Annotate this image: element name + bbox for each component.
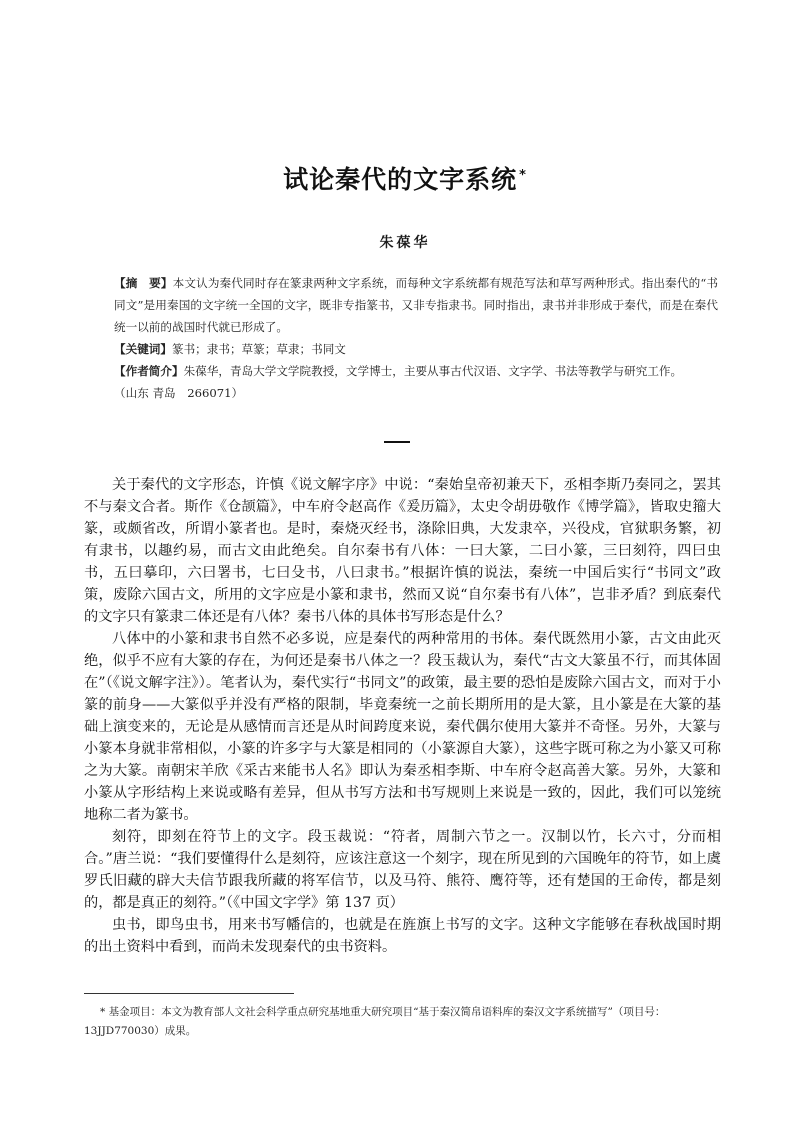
author-info: [114, 360, 718, 382]
keywords: [114, 338, 718, 360]
article-title-text: 试论秦代的文字系统: [283, 165, 518, 194]
abstract-label: 【摘 要】: [114, 276, 173, 290]
abstract: [114, 272, 718, 338]
footnote: [84, 1003, 721, 1041]
keywords-text: 篆书；隶书；草篆；草隶；书同文: [171, 342, 346, 356]
footnote-text: * 基金项目：本文为教育部人文社会科学重点研究基地重大研究项目“基于秦汉简帛语料库的秦汉文字系统描写”（项目号：13JJD770030）成果。: [84, 1006, 666, 1037]
author-info-label: 【作者简介】: [114, 364, 184, 378]
body-paragraph-1: 关于秦代的文字形态，许慎《说文解字序》中说：“秦始皇帝初兼天下，丞相李斯乃奏同之，罢其不与秦文合者。斯作《仓颉篇》，中车府令赵高作《爰历篇》，太史令胡毋敬作《博学篇》，皆取史籀大篆，或颇省改，所谓小篆者也。是时，秦烧灭经书，涤除旧典，大发隶卒，兴役戍，官狱职务繁，初有隶书，以趣约易，而古文由此绝矣。自尔秦书有八体：一曰大篆，二曰小篆，三曰刻符，四曰虫书，五曰摹印，六曰署书，七曰殳书，八曰隶书。”根据许慎的说法，秦统一中国后实行“书同文”政策，废除六国古文，所用的文字应是小篆和隶书，然而又说“自尔秦书有八体”，岂非矛盾？到底秦代的文字只有篆隶二体还是有八体？秦书八体的具体书写形态是什么？: [84, 477, 721, 625]
article-author: 朱葆华: [379, 235, 431, 251]
section-marker: [384, 441, 410, 443]
keywords-label: 【关键词】: [114, 342, 172, 356]
article-body: [84, 474, 721, 958]
footnote-rule: [84, 993, 294, 994]
author-info-text: 朱葆华，青岛大学文学院教授，文学博士，主要从事古代汉语、文字学、书法等教学与研究工作。: [183, 364, 683, 378]
article-title: [0, 160, 810, 196]
article-metadata: [114, 272, 718, 404]
abstract-text: 本文认为秦代同时存在篆隶两种文字系统，而每种文字系统都有规范写法和草写两种形式。指出秦代的“书同文”是用秦国的文字统一全国的文字，既非专指篆书，又非专指隶书。同时指出，隶书并非形成于秦代，而是在秦代统一以前的战国时代就已形成了。: [114, 276, 718, 334]
body-paragraph-3: 刻符，即刻在符节上的文字。段玉裁说：“符者，周制六节之一。汉制以竹，长六寸，分而相合。”唐兰说：“我们要懂得什么是刻符，应该注意这一个刻字，现在所见到的六国晚年的符节，如上虞罗氏旧藏的辟大夫信节跟我所藏的将军信节，以及马符、熊符、鹰符等，还有楚国的王命传，都是刻的，都是真正的刻符。”（《中国文字学》第 137 页）: [84, 829, 721, 911]
title-footnote-mark: *: [519, 167, 527, 183]
body-paragraph-2: 八体中的小篆和隶书自然不必多说，应是秦代的两种常用的书体。秦代既然用小篆，古文由此灭绝，似乎不应有大篆的存在，为何还是秦书八体之一？段玉裁认为，秦代“古文大篆虽不行，而其体固在”（《说文解字注》）。笔者认为，秦代实行“书同文”的政策，最主要的恐怕是废除六国古文，而对于小篆的前身——大篆似乎并没有严格的限制，毕竟秦统一之前长期所用的是大篆，且小篆是在大篆的基础上演变来的，无论是从感情而言还是从时间跨度来说，秦代偶尔使用大篆并不奇怪。另外，大篆与小篆本身就非常相似，小篆的许多字与大篆是相同的（小篆源自大篆），这些字既可称之为小篆又可称之为大篆。南朝宋羊欣《采古来能书人名》即认为秦丞相李斯、中车府令赵高善大篆。另外，大篆和小篆从字形结构上来说或略有差异，但从书写方法和书写规则上来说是一致的，因此，我们可以笼统地称二者为篆书。: [84, 631, 721, 823]
body-paragraph-4: 虫书，即鸟虫书，用来书写幡信的，也就是在旌旗上书写的文字。这种文字能够在春秋战国时期的出土资料中看到，而尚未发现秦代的虫书资料。: [84, 917, 721, 955]
author-address: （山东 青岛 266071）: [114, 386, 244, 400]
